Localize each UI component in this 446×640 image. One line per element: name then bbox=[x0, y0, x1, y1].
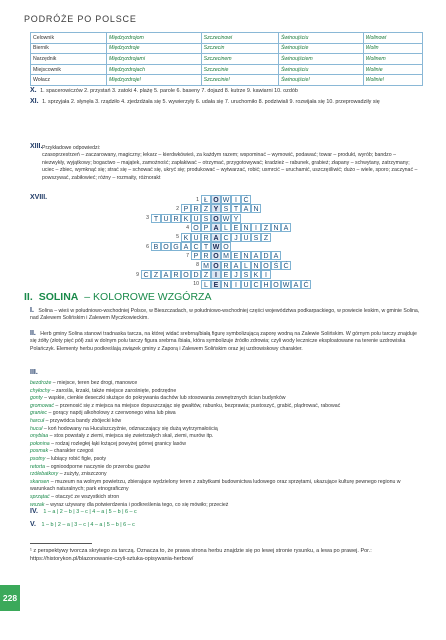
declension-answer: Wolinie! bbox=[363, 75, 422, 86]
crossword-cell: Ć bbox=[241, 195, 251, 204]
crossword-cell: T bbox=[151, 214, 161, 223]
glossary-entry bbox=[30, 479, 422, 494]
glossary-entry bbox=[30, 380, 422, 388]
crossword-cell: R bbox=[171, 214, 181, 223]
crossword-cell: N bbox=[251, 261, 261, 270]
crossword-cell: Z bbox=[261, 233, 271, 242]
declension-answer: Międzyzdrojom bbox=[107, 33, 202, 44]
glossary-entry bbox=[30, 426, 422, 434]
exercise-number: XIII. bbox=[30, 143, 43, 150]
crossword-cell: A bbox=[181, 242, 191, 251]
glossary-term: rzólebatkory bbox=[30, 471, 59, 478]
crossword-cell: P bbox=[181, 204, 191, 213]
crossword-cell: Z bbox=[201, 270, 211, 279]
crossword-cell: L bbox=[201, 280, 211, 289]
glossary-entry bbox=[30, 388, 422, 396]
glossary-definition: – zużyty, zniszczony bbox=[59, 471, 107, 478]
crossword-clue-number: 2 bbox=[176, 205, 179, 212]
crossword-clue-number: 10 bbox=[193, 281, 199, 288]
glossary-definition: – miejsce, teren bez drogi, manowce bbox=[52, 380, 138, 386]
glossary-term: graniec bbox=[30, 410, 48, 417]
synonym-text: czasoprzestrzeń – zaczarowany, magiczny; łekarz – kierdwkówieś, za każdym razem; wspominać – wymowić, podawać; towar – produkt, wyrób; bandzo – niezwykły, wyjątkowy; bogactwo – majątek, zamożność; zapłakiwać – otrzymać, przygotowywać; kradzież – rabunek, grabież; złapany – schwytany, zatrzymany; uciec – zbiec, wymknąć się; strać się – schować się, ukryć się; produkować – wytwarzać, robić; usmrcić – uruchamić, uszczęśliwić; dużo – wiele, sporo; zaczynać – powszywać, zabiłowieć; różny – rozmaity, różnorakt bbox=[42, 152, 418, 182]
crossword-cell: O bbox=[191, 223, 201, 232]
crossword-cell: Z bbox=[201, 204, 211, 213]
exercise-iv bbox=[30, 508, 137, 515]
exercise-x bbox=[30, 87, 422, 96]
crossword-cell: R bbox=[201, 251, 211, 260]
crossword-cell: A bbox=[281, 223, 291, 232]
crossword-cell: O bbox=[261, 261, 271, 270]
crossword-cell: S bbox=[201, 214, 211, 223]
crossword-cell: A bbox=[291, 280, 301, 289]
glossary-term: chyłochy bbox=[30, 387, 51, 394]
exercise-text: 1. spacerowiczów 2. przystań 3. zatoki 4. plażę 5. parole 6. baseny 7. dojazd 8. kutrze 9. kawiarni 10. ozdób bbox=[40, 88, 298, 94]
glossary-entry bbox=[30, 494, 422, 502]
crossword-cell: L bbox=[221, 223, 231, 232]
declension-answer: Międzyzdrojami bbox=[107, 54, 202, 65]
declension-answer: Wolinowi bbox=[363, 33, 422, 44]
crossword-cell: N bbox=[241, 223, 251, 232]
crossword-cell: D bbox=[191, 270, 201, 279]
crossword-cell: I bbox=[261, 270, 271, 279]
glossary-term: gonty bbox=[30, 395, 43, 402]
crossword-cell: T bbox=[201, 242, 211, 251]
exercise-number: X. bbox=[30, 87, 37, 94]
crossword-cell: G bbox=[171, 242, 181, 251]
crossword-cell: J bbox=[231, 233, 241, 242]
crossword-clue-number: 1 bbox=[196, 196, 199, 203]
crossword-cell: C bbox=[141, 270, 151, 279]
answer-key: 1 – a | 2 – b | 3 – c | 4 – a | 5 – b | 6 – c bbox=[43, 509, 137, 515]
exercise-number: III. bbox=[30, 369, 38, 376]
crossword-cell: Y bbox=[231, 214, 241, 223]
crossword-cell: D bbox=[261, 251, 271, 260]
crossword-key-cell: A bbox=[211, 223, 221, 232]
glossary-term: bezdroże bbox=[30, 380, 52, 386]
crossword-cell: W bbox=[222, 197, 230, 204]
declension-table bbox=[30, 32, 423, 86]
glossary-term: hucuł bbox=[30, 425, 43, 432]
glossary-entry bbox=[30, 395, 422, 403]
glossary-term: sprzątać bbox=[30, 493, 50, 500]
glossary-definition: – przywódca bandy zbójecki ków bbox=[45, 417, 122, 424]
case-name: Wołacz bbox=[31, 75, 107, 86]
page-number: 228 bbox=[2, 593, 18, 603]
paragraph-text: Solina – wieś w południowo-wschodniej Polsce, w Bieszczadach, w południowo-wschodniej części województwa podkarpackiego, w powiecie leskim, w gminie Solina, nad Zalewem Solińskim i Zalewem Myczkowieckim. bbox=[30, 308, 420, 322]
paragraph-i bbox=[30, 307, 422, 323]
crossword-cell: N bbox=[251, 204, 261, 213]
crossword-cell: A bbox=[231, 261, 241, 270]
crossword-cell: U bbox=[161, 214, 171, 223]
case-name: Biernik bbox=[31, 43, 107, 54]
crossword-cell: U bbox=[191, 214, 201, 223]
crossword-cell: A bbox=[271, 251, 281, 260]
glossary-definition: – lubiący robić figle, psoty bbox=[46, 455, 107, 462]
crossword-cell: T bbox=[231, 204, 241, 213]
crossword-cell: W bbox=[282, 281, 290, 289]
crossword-cell: I bbox=[231, 280, 241, 289]
exercise-number: V. bbox=[30, 521, 36, 528]
section-number: II. bbox=[24, 291, 33, 303]
answer-key: 1 – b | 2 – a | 3 – c | 4 – a | 5 – b | 6 – c bbox=[41, 522, 135, 528]
declension-answer: Międzyzdrojach bbox=[107, 64, 202, 75]
declension-row bbox=[31, 54, 423, 65]
crossword-cell: Z bbox=[261, 223, 271, 232]
glossary-term: skansen bbox=[30, 478, 50, 485]
declension-answer: Świnoujściem bbox=[278, 54, 363, 65]
crossword-cell: H bbox=[261, 280, 271, 289]
section-title-main: SOLINA bbox=[38, 291, 79, 303]
crossword-clue-number: 3 bbox=[146, 215, 149, 222]
glossary-term: wszak bbox=[30, 501, 45, 508]
declension-answer: Świnoujście! bbox=[278, 75, 363, 86]
declension-answer: Świnoujście bbox=[278, 43, 363, 54]
crossword-cell: K bbox=[251, 270, 261, 279]
exercise-number: XI. bbox=[30, 98, 39, 105]
exercise-heading: Przykładowe odpowiedzi: bbox=[42, 145, 101, 151]
glossary-definition: – rodzaj rozległej łąki łożącej powyżej górnej granicy lasów bbox=[51, 440, 187, 447]
crossword-cell: L bbox=[241, 261, 251, 270]
declension-row bbox=[31, 75, 423, 86]
crossword-cell: I bbox=[231, 195, 241, 204]
crossword-cell: A bbox=[251, 251, 261, 260]
crossword-cell: S bbox=[221, 204, 231, 213]
crossword-key-cell: A bbox=[211, 233, 221, 242]
crossword-cell: B bbox=[151, 242, 161, 251]
crossword-cell: A bbox=[241, 204, 251, 213]
synonym-answers bbox=[42, 152, 420, 183]
glossary-entry bbox=[30, 418, 422, 426]
declension-answer: Szczecinem bbox=[201, 54, 278, 65]
declension-answer: Świnoujściu bbox=[278, 33, 363, 44]
crossword-cell: C bbox=[191, 242, 201, 251]
crossword-cell: J bbox=[231, 270, 241, 279]
section-title bbox=[24, 291, 211, 303]
crossword-cell: C bbox=[221, 233, 231, 242]
exercise-number: IV. bbox=[30, 508, 38, 515]
crossword-cell: M bbox=[221, 251, 231, 260]
declension-answer: Wolin bbox=[363, 43, 422, 54]
glossary-entry bbox=[30, 403, 422, 411]
declension-answer: Szczecinie! bbox=[201, 75, 278, 86]
declension-answer: Szczecinie bbox=[201, 64, 278, 75]
glossary-entry bbox=[30, 456, 422, 464]
glossary-definition: – gorący napój alkoholowy z czerwonego wina lub piwa bbox=[48, 410, 176, 417]
crossword-cell: Z bbox=[151, 270, 161, 279]
glossary-term: psotny bbox=[30, 455, 46, 462]
crossword-key-cell: W bbox=[212, 244, 220, 251]
glossary-definition: – zarośla, krzaki, także miejsce zarośnięte, podrzędne bbox=[51, 387, 177, 394]
crossword-cell: Ć bbox=[281, 261, 291, 270]
declension-answer: Szczecin bbox=[201, 43, 278, 54]
crossword-cell: E bbox=[231, 223, 241, 232]
crossword-cell: K bbox=[181, 233, 191, 242]
glossary-term: harcuł bbox=[30, 417, 45, 424]
glossary-term: onyblaa bbox=[30, 433, 49, 440]
crossword-cell: M bbox=[201, 261, 211, 270]
paragraph-ii bbox=[30, 330, 422, 353]
crossword-cell: E bbox=[231, 251, 241, 260]
crossword-key-cell: O bbox=[211, 195, 221, 204]
crossword-cell: Ł bbox=[201, 195, 211, 204]
glossary-entry bbox=[30, 410, 422, 418]
crossword-key-cell: I bbox=[211, 270, 221, 279]
exercise-number: II. bbox=[30, 330, 36, 337]
crossword-key-cell: Y bbox=[211, 204, 221, 213]
glossary-definition: – wyraz używany dla potwierdzenia i podkreślenia tego, co się mówiło; przecież bbox=[45, 501, 229, 508]
glossary-entry bbox=[30, 448, 422, 456]
glossary-definition: – otaczyć ze wszystkich stron bbox=[51, 493, 120, 500]
crossword-cell: U bbox=[191, 233, 201, 242]
crossword-key-cell: O bbox=[211, 251, 221, 260]
crossword-cell: S bbox=[241, 270, 251, 279]
crossword-clue-number: 5 bbox=[176, 234, 179, 241]
glossary-definition: – przenosić się z miejsca na miejsce dopuszczając się gwałtów, rabunku, bezprawia; pustoszyć, grabić, plądrować, rabować bbox=[55, 402, 341, 409]
crossword-cell: Ś bbox=[271, 261, 281, 270]
glossary-entry bbox=[30, 464, 422, 472]
glossary-term: retorta bbox=[30, 463, 45, 470]
declension-answer: Szczecinowi bbox=[201, 33, 278, 44]
crossword-clue-number: 9 bbox=[136, 271, 139, 278]
glossary-definition: – ognioodporne naczynie do przerobu gazów bbox=[46, 463, 150, 470]
footnote: ¹ z perspektywy tvorcza skrytego za tarczą. Oznacza to, że prawa strona herbu znajdzie się po lewej stronie rysunku, a lewa po prawej. Por.: https://historykon.pl/blazonowanie-czyli-sztuka-opisywania-herbow/ bbox=[30, 548, 372, 562]
glossary-definition: – koń hodowany na Huculszczyźnie, odznaczający się dużą wytrzymałością bbox=[43, 425, 218, 432]
declension-answer: Wolinem bbox=[363, 54, 422, 65]
crossword-cell: K bbox=[181, 214, 191, 223]
paragraph-iii bbox=[30, 369, 422, 377]
declension-answer: Międzyzdroje bbox=[107, 43, 202, 54]
exercise-xi bbox=[30, 98, 422, 107]
crossword-cell: R bbox=[201, 233, 211, 242]
crossword-cell: P bbox=[201, 223, 211, 232]
case-name: Miejscownik bbox=[31, 64, 107, 75]
declension-row bbox=[31, 43, 423, 54]
declension-answer: Świnoujściu bbox=[278, 64, 363, 75]
glossary-term: połonina bbox=[30, 440, 50, 447]
crossword-cell: P bbox=[191, 251, 201, 260]
exercise-text: 1. sprzyjała 2. słynęła 3. rządziło 4. zjedzdżała się 5. wywierzyły 6. udała się 7. uruchomiło 8. podziwiali 9. rozwijała się 10. przeprowadziły się bbox=[42, 99, 380, 105]
crossword-cell: O bbox=[161, 242, 171, 251]
page-header: PODRÓŻE PO POLSCE bbox=[24, 14, 137, 24]
glossary-entry bbox=[30, 433, 422, 441]
glossary bbox=[30, 380, 422, 509]
declension-row bbox=[31, 33, 423, 44]
exercise-number: I. bbox=[30, 307, 34, 314]
footnote-divider bbox=[30, 543, 92, 544]
crossword-cell: O bbox=[271, 280, 281, 289]
crossword-key-cell: O bbox=[211, 214, 221, 223]
crossword-cell: N bbox=[221, 280, 231, 289]
crossword-cell: U bbox=[241, 280, 251, 289]
exercise-number: XVIII. bbox=[30, 194, 48, 201]
crossword-cell: A bbox=[161, 270, 171, 279]
crossword-cell: S bbox=[251, 233, 261, 242]
crossword-clue-number: 4 bbox=[186, 224, 189, 231]
declension-answer: Wolinie bbox=[363, 64, 422, 75]
glossary-definition: – stos powstały z ziemi, miejsca się zwietrzałych skał, ziemi, murów itp. bbox=[49, 433, 214, 440]
glossary-definition: – wąskie, cienkie deseczki służące do pokrywania dachów lub stosowania zewnętrznych ścian budynków bbox=[44, 395, 286, 402]
crossword-cell: R bbox=[191, 204, 201, 213]
crossword-cell: R bbox=[221, 261, 231, 270]
case-name: Celownik bbox=[31, 33, 107, 44]
declension-row bbox=[31, 64, 423, 75]
crossword-cell: N bbox=[241, 251, 251, 260]
crossword-cell: R bbox=[171, 270, 181, 279]
paragraph-text: Herb gminy Solina stanowi tradnaska tarcza, na której widać srebrną/białą figurę symbolizującą zaporę wodną na Zalewie Solińskim. W górnym polu tarczy znajduje się żółty (złoty pięć pół) zaś w dolnym polu tarczy figura srebrna /biała, która symbolizuje źródło zdrowia; czyli wody lecznicze eksploatowane na terenie uzdrowiska Polańczyk. Elementy herbu podkreślają związek gminy z Zaporą i Zalewem Solińskim oraz jej uzdrowiskowy charakter. bbox=[30, 331, 417, 352]
glossary-entry bbox=[30, 441, 422, 449]
crossword-cell: O bbox=[221, 242, 231, 251]
glossary-entry bbox=[30, 471, 422, 479]
crossword-key-cell: E bbox=[211, 280, 221, 289]
crossword-cell: Ć bbox=[301, 280, 311, 289]
exercise-v bbox=[30, 521, 135, 528]
case-name: Narzędnik bbox=[31, 54, 107, 65]
crossword-clue-number: 6 bbox=[146, 243, 149, 250]
crossword-cell: I bbox=[251, 223, 261, 232]
crossword-key-cell: O bbox=[211, 261, 221, 270]
crossword-cell: E bbox=[221, 270, 231, 279]
crossword-cell: C bbox=[251, 280, 261, 289]
glossary-term: posmak bbox=[30, 448, 49, 455]
crossword-cell: O bbox=[181, 270, 191, 279]
glossary-definition: – muzeum na wolnym powietrzu, zbierające wydzielony teren z zabytkami budownictwa ludowego oraz sprzętami, ukazujące kulturę pewnego regionu w warunkach naturalnych; park etnograficzny bbox=[30, 478, 401, 493]
crossword-cell: W bbox=[222, 215, 230, 223]
declension-answer: Międzyzdroje! bbox=[107, 75, 202, 86]
crossword-clue-number: 8 bbox=[196, 262, 199, 269]
crossword-cell: U bbox=[241, 233, 251, 242]
glossary-definition: – charakter czegoś bbox=[49, 448, 94, 455]
crossword-clue-number: 7 bbox=[186, 252, 189, 259]
glossary-term: gromować bbox=[30, 402, 54, 409]
crossword-cell: N bbox=[271, 223, 281, 232]
section-title-sub: – KOLOROWE WZGÓRZA bbox=[84, 291, 212, 303]
